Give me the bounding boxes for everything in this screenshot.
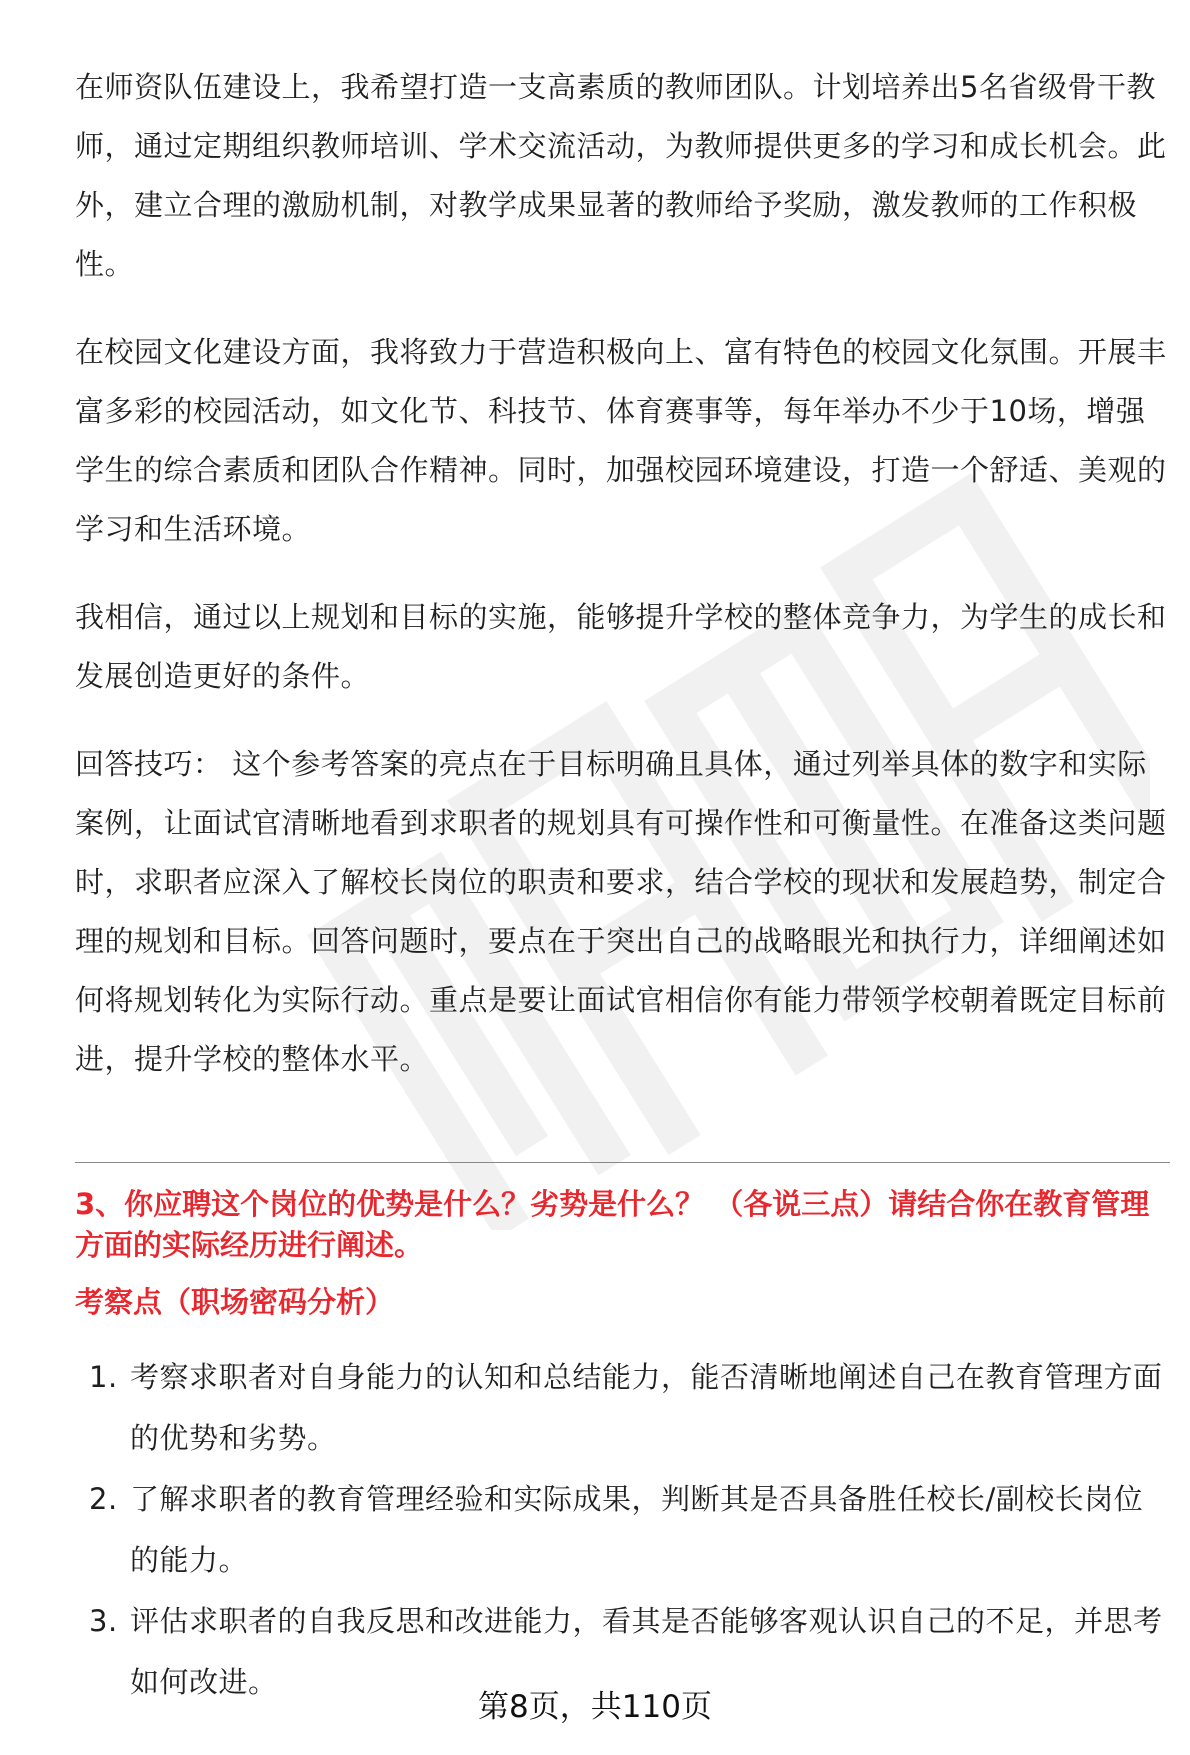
list-item-number: 1. [89,1360,118,1394]
list-item-number: 2. [89,1482,118,1516]
paragraph-answer-tips: 回答技巧： 这个参考答案的亮点在于目标明确且具体，通过列举具体的数字和实际案例，让面试官清晰地看到求职者的规划具有可操作性和可衡量性。在准备这类问题时，求职者应深入了解校长岗位的职责和要求，结合学校的现状和发展趋势，制定合理的规划和目标。回答问题时，要点在于突出自己的战略眼光和执行力，详细阐述如何将规划转化为实际行动。重点是要让面试官相信你有能力带领学校朝着既定目标前进，提升学校的整体水平。 [75,747,1167,1076]
paragraph-conclusion: 我相信，通过以上规划和目标的实施，能够提升学校的整体竞争力，为学生的成长和发展创造更好的条件。 [75,600,1167,693]
list-item-text: 考察求职者对自身能力的认知和总结能力，能否清晰地阐述自己在教育管理方面的优势和劣势。 [130,1360,1163,1455]
list-item-text: 了解求职者的教育管理经验和实际成果，判断其是否具备胜任校长/副校长岗位的能力。 [130,1482,1144,1577]
paragraph-campus-culture: 在校园文化建设方面，我将致力于营造积极向上、富有特色的校园文化氛围。开展丰富多彩的校园活动，如文化节、科技节、体育赛事等，每年举办不少于10场，增强学生的综合素质和团队合作精神。同时，加强校园环境建设，打造一个舒适、美观的学习和生活环境。 [75,335,1167,546]
list-item [75,1469,1170,1591]
body-content [75,58,1170,1118]
list-item-number: 3. [89,1604,118,1638]
list-item-text: 评估求职者的自我反思和改进能力，看其是否能够客观认识自己的不足，并思考如何改进。 [130,1604,1163,1699]
page-number-footer: 第8页，共110页 [478,1689,712,1725]
list-item [75,1347,1170,1469]
paragraph-teacher-team: 在师资队伍建设上，我希望打造一支高素质的教师团队。计划培养出5名省级骨干教师，通过定期组织教师培训、学术交流活动，为教师提供更多的学习和成长机会。此外，建立合理的激励机制，对教学成果显著的教师给予奖励，激发教师的工作积极性。 [75,70,1167,281]
section-divider [75,1162,1170,1163]
question-heading: 3、你应聘这个岗位的优势是什么？劣势是什么？ （各说三点）请结合你在教育管理方面的实际经历进行阐述。 [75,1187,1150,1262]
assessment-subheading: 考察点（职场密码分析） [75,1285,395,1319]
assessment-points-list [75,1347,1170,1713]
